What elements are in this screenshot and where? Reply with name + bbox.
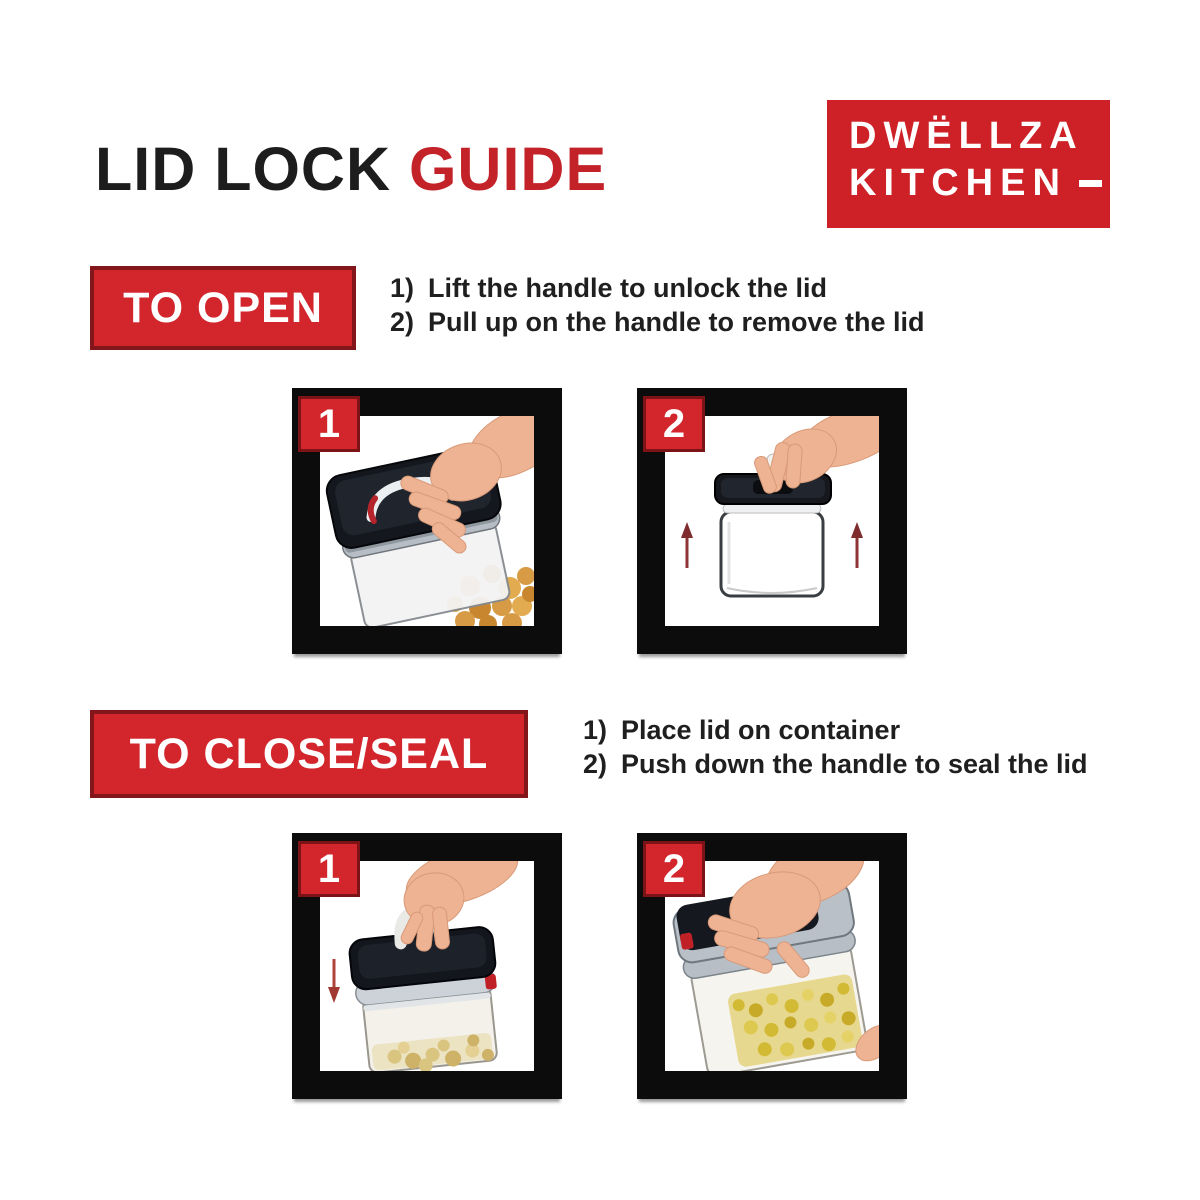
brand-name-line2-row: [849, 164, 1104, 202]
step-text: Push down the handle to seal the lid: [621, 749, 1088, 779]
photo-number-badge: 2: [643, 396, 705, 452]
step-text: Lift the handle to unlock the lid: [428, 273, 827, 303]
photo-frame-open-1: [292, 388, 562, 654]
to-close-badge-label: TO CLOSE/SEAL: [129, 729, 489, 778]
down-arrow-icon: [328, 959, 340, 1003]
photo-frame-close-2: [637, 833, 907, 1099]
step-number: 2): [583, 749, 608, 779]
step-number: 1): [583, 715, 608, 745]
step-item: [390, 271, 925, 305]
photo-number-badge: 1: [298, 396, 360, 452]
title-text-black: LID LOCK: [95, 135, 409, 203]
step-item: [390, 305, 925, 339]
logo-dash: [1079, 180, 1102, 187]
title-text-red: GUIDE: [408, 135, 608, 203]
step-item: [583, 747, 1088, 781]
container-illustration: [721, 504, 823, 596]
step-text: Place lid on container: [621, 715, 901, 745]
to-open-badge-label: TO OPEN: [123, 283, 323, 332]
photo-number-badge: 2: [643, 841, 705, 897]
step-number: 2): [390, 307, 415, 337]
brand-logo: [827, 100, 1110, 228]
photo-frame-open-2: [637, 388, 907, 654]
page-title: [95, 134, 607, 204]
photo-frame-close-1: [292, 833, 562, 1099]
step-text: Pull up on the handle to remove the lid: [428, 307, 925, 337]
to-open-steps: [390, 271, 925, 339]
step-number: 1): [390, 273, 415, 303]
to-close-badge: [90, 710, 528, 798]
brand-name-line1: DWËLLZA: [849, 115, 1084, 157]
to-open-badge: [90, 266, 356, 350]
photo-number-badge: 1: [298, 841, 360, 897]
up-arrow-right-icon: [851, 522, 863, 568]
step-item: [583, 713, 1088, 747]
up-arrow-left-icon: [681, 522, 693, 568]
to-close-steps: [583, 713, 1088, 781]
brand-name-line2: KITCHEN: [849, 162, 1067, 204]
